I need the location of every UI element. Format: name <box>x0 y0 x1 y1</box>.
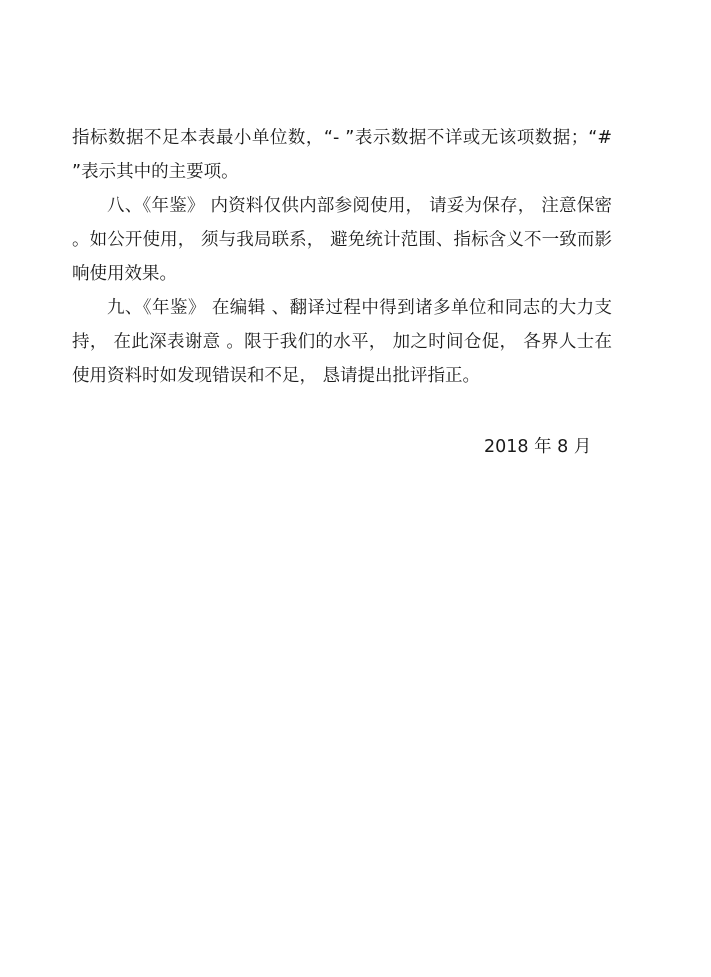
paragraph-item-nine: 九、《年鉴》 在编辑 、翻译过程中得到诸多单位和同志的大力支持， 在此深表谢意 。限于我们的水平， 加之时间仓促， 各界人士在使用资料时如发现错误和不足， 恳请提出批评指正。 <box>72 298 612 386</box>
document-body <box>72 121 612 393</box>
paragraph-notation-note: 指标数据不足本表最小单位数，“- ”表示数据不详或无该项数据；“# ”表示其中的主要项。 <box>72 128 612 182</box>
paragraph-item-eight: 八、《年鉴》 内资料仅供内部参阅使用， 请妥为保存， 注意保密 。如公开使用， 须与我局联系， 避免统计范围、指标含义不一致而影响使用效果。 <box>72 196 612 284</box>
document-date: 2018 年 8 月 <box>484 437 592 457</box>
